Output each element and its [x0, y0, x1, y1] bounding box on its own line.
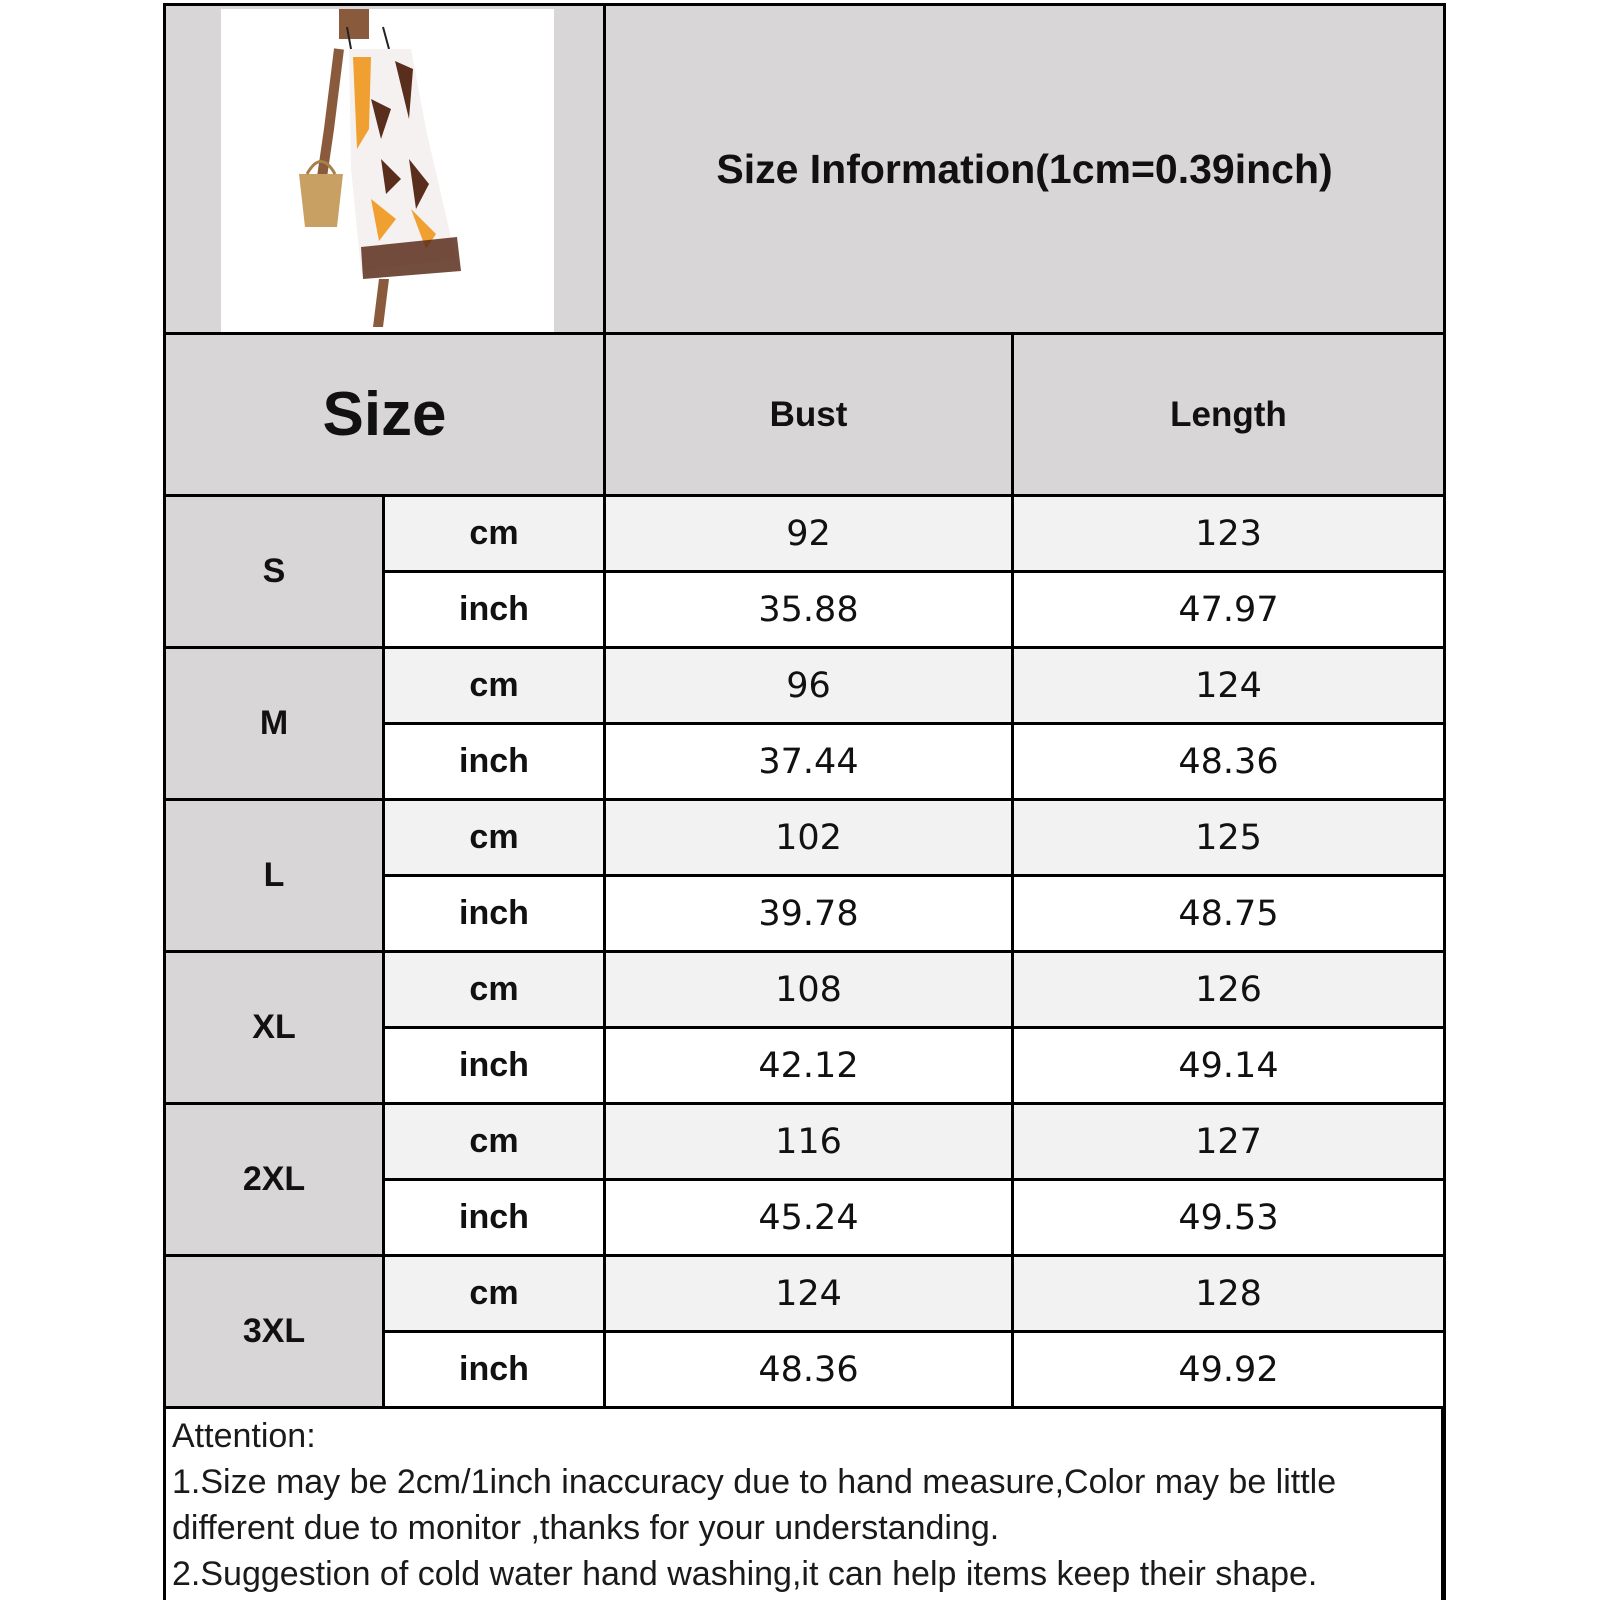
length-inch-value: 49.92	[1014, 1333, 1443, 1406]
bust-inch-value: 45.24	[606, 1181, 1011, 1254]
attention-line-1: 1.Size may be 2cm/1inch inaccuracy due to hand measure,Color may be little different due to monitor ,thanks for your understanding.	[172, 1463, 1337, 1547]
dress-photo-icon	[221, 9, 554, 332]
unit-label-cm: cm	[385, 649, 603, 722]
bust-cm-value: 124	[606, 1257, 1011, 1330]
bust-inch-value: 37.44	[606, 725, 1011, 798]
length-inch-value: 47.97	[1014, 573, 1443, 646]
unit-label-inch: inch	[385, 573, 603, 646]
length-cm-value: 126	[1014, 953, 1443, 1026]
photo-cell	[166, 6, 603, 332]
column-header-bust: Bust	[606, 335, 1011, 494]
length-cm-value: 128	[1014, 1257, 1443, 1330]
attention-notes	[166, 1409, 1441, 1603]
size-label: 2XL	[166, 1105, 382, 1254]
bust-cm-value: 92	[606, 497, 1011, 570]
unit-label-inch: inch	[385, 1029, 603, 1102]
unit-label-cm: cm	[385, 1105, 603, 1178]
unit-label-cm: cm	[385, 497, 603, 570]
size-header: Size	[166, 335, 603, 494]
attention-heading: Attention:	[172, 1417, 316, 1455]
column-header-length: Length	[1014, 335, 1443, 494]
length-inch-value: 48.36	[1014, 725, 1443, 798]
size-label: 3XL	[166, 1257, 382, 1406]
length-inch-value: 49.53	[1014, 1181, 1443, 1254]
bust-cm-value: 108	[606, 953, 1011, 1026]
length-inch-value: 48.75	[1014, 877, 1443, 950]
bust-cm-value: 102	[606, 801, 1011, 874]
unit-label-inch: inch	[385, 1333, 603, 1406]
bust-inch-value: 35.88	[606, 573, 1011, 646]
bust-cm-value: 96	[606, 649, 1011, 722]
length-cm-value: 124	[1014, 649, 1443, 722]
attention-line-2: 2.Suggestion of cold water hand washing,it can help items keep their shape.	[172, 1555, 1318, 1593]
unit-label-cm: cm	[385, 801, 603, 874]
unit-label-inch: inch	[385, 877, 603, 950]
length-cm-value: 127	[1014, 1105, 1443, 1178]
length-cm-value: 123	[1014, 497, 1443, 570]
bust-inch-value: 42.12	[606, 1029, 1011, 1102]
length-cm-value: 125	[1014, 801, 1443, 874]
size-label: M	[166, 649, 382, 798]
chart-title: Size Information(1cm=0.39inch)	[606, 6, 1443, 332]
bust-cm-value: 116	[606, 1105, 1011, 1178]
length-inch-value: 49.14	[1014, 1029, 1443, 1102]
size-label: XL	[166, 953, 382, 1102]
unit-label-inch: inch	[385, 1181, 603, 1254]
bust-inch-value: 48.36	[606, 1333, 1011, 1406]
size-label: L	[166, 801, 382, 950]
size-label: S	[166, 497, 382, 646]
unit-label-cm: cm	[385, 1257, 603, 1330]
bust-inch-value: 39.78	[606, 877, 1011, 950]
size-chart	[163, 3, 1446, 1600]
unit-label-cm: cm	[385, 953, 603, 1026]
unit-label-inch: inch	[385, 725, 603, 798]
